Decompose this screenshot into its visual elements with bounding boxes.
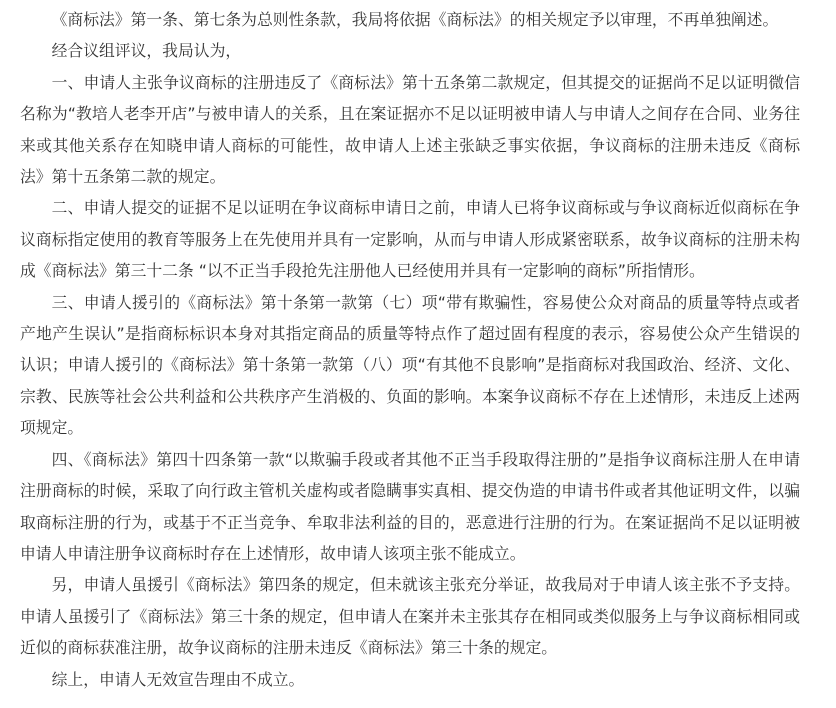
paragraph-point-one: 一、申请人主张争议商标的注册违反了《商标法》第十五条第二款规定，但其提交的证据尚不足以证明微信名称为“教培人老李开店”与被申请人的关系，且在案证据亦不足以证明被申请人与申请人之间存在合同、业务往来或其他关系存在知晓申请人商标的可能性，故申请人上述主张缺乏事实依据，争议商标的注册未违反《商标法》第十五条第二款的规定。 [20, 72, 800, 187]
paragraph-point-three: 三、申请人援引的《商标法》第十条第一款第（七）项“带有欺骗性，容易使公众对商品的质量等特点或者产地产生误认”是指商标标识本身对其指定商品的质量等特点作了超过固有程度的表示，容易使公众产生错误的认识；申请人援引的《商标法》第十条第一款第（八）项“有其他不良影响”是指商标对我国政治、经济、文化、宗教、民族等社会公共利益和公共秩序产生消极的、负面的影响。本案争议商标不存在上述情形，未违反上述两项规定。 [20, 292, 800, 438]
paragraph-point-four: 四、《商标法》第四十四条第一款“以欺骗手段或者其他不正当手段取得注册的”是指争议商标注册人在申请注册商标的时候，采取了向行政主管机关虚构或者隐瞒事实真相、提交伪造的申请书件或者其他证明文件，以骗取商标注册的行为，或基于不正当竞争、牟取非法利益的目的，恶意进行注册的行为。在案证据尚不足以证明被申请人申请注册争议商标时存在上述情形，故申请人该项主张不能成立。 [20, 449, 800, 563]
paragraph-point-two: 二、申请人提交的证据不足以证明在争议商标申请日之前，申请人已将争议商标或与争议商标近似商标在争议商标指定使用的教育等服务上在先使用并具有一定影响，从而与申请人形成紧密联系，故争议商标的注册未构成《商标法》第三十二条 “以不正当手段抢先注册他人已经使用并具有一定影响的商标”所指情形。 [20, 198, 800, 281]
paragraph-panel-opinion: 经合议组评议，我局认为， [51, 41, 242, 61]
paragraph-additional: 另，申请人虽援引《商标法》第四条的规定，但未就该主张充分举证，故我局对于申请人该主张不予支持。申请人虽援引了《商标法》第三十条的规定，但申请人在案并未主张其存在相同或类似服务上与争议商标相同或近似的商标获准注册，故争议商标的注册未违反《商标法》第三十条的规定。 [20, 575, 800, 658]
document-body [20, 0, 800, 695]
paragraph-conclusion: 综上，申请人无效宣告理由不成立。 [51, 669, 305, 689]
paragraph-general-provisions: 《商标法》第一条、第七条为总则性条款，我局将依据《商标法》的相关规定予以审理，不再单独阐述。 [51, 10, 779, 29]
